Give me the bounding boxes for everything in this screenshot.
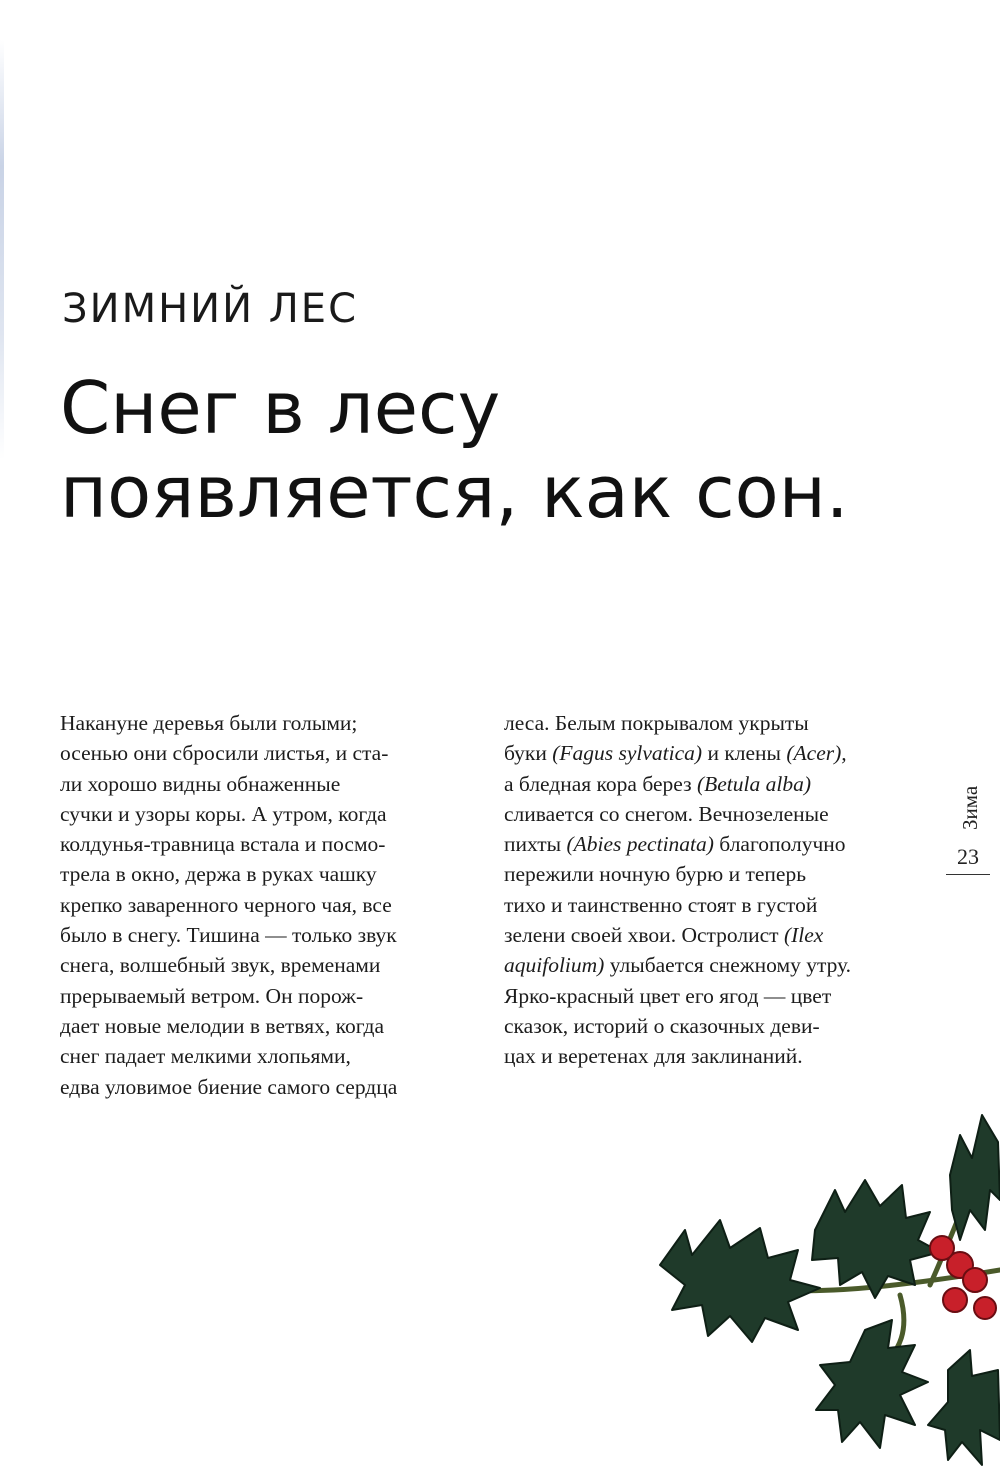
text-line: колдунья-травница встала и посмо- [60, 832, 386, 857]
text-run: леса. Белым покрывалом укрыты [504, 711, 809, 735]
text-line [504, 859, 851, 889]
latin-name: (Abies pectinata) [566, 832, 714, 857]
latin-name: (Ilex [783, 923, 824, 948]
text-line [504, 920, 851, 950]
latin-name: aquifolium) [504, 953, 605, 978]
text-line [504, 769, 851, 799]
text-run: и клены [702, 741, 787, 766]
text-line: сучки и узоры коры. А утром, когда [60, 801, 387, 826]
text-line [504, 890, 851, 920]
text-run: тихо и таинственно стоят в густой [504, 892, 818, 917]
section-label: ЗИМНИЙ ЛЕС [62, 286, 358, 332]
text-line: ли хорошо видны обнаженные [60, 771, 341, 796]
text-run: благополучно [713, 832, 846, 857]
text-run: буки [504, 741, 553, 766]
text-run: цах и веретенах для заклинаний. [504, 1044, 803, 1069]
text-line [504, 708, 851, 738]
body-column-left [60, 708, 397, 1102]
text-run: зелени своей хвои. Остролист [504, 923, 784, 948]
latin-name: (Acer), [786, 741, 847, 766]
text-line [504, 1011, 851, 1041]
text-run: пережили ночную бурю и теперь [504, 862, 806, 887]
holly-berry [943, 1288, 967, 1312]
holly-leaf [660, 1220, 820, 1342]
running-head [946, 770, 990, 888]
text-run: а бледная кора берез [504, 771, 697, 796]
text-run: сказок, историй о сказочных деви- [504, 1013, 820, 1038]
text-line [504, 829, 851, 859]
text-line: было в снегу. Тишина — только звук [60, 923, 397, 948]
text-run: Ярко-красный цвет его ягод — цвет [504, 983, 832, 1008]
text-line [504, 1041, 851, 1071]
holly-leaf [928, 1350, 1000, 1465]
text-line [504, 950, 851, 980]
page-number: 23 [957, 844, 979, 869]
latin-name: (Fagus sylvatica) [552, 741, 703, 766]
holly-leaf [816, 1320, 928, 1448]
running-head-rule [946, 874, 990, 875]
text-line: снег падает мелкими хлопьями, [60, 1044, 351, 1069]
holly-berry [963, 1268, 987, 1292]
body-column-right [504, 708, 851, 1072]
headline [60, 366, 940, 534]
text-run: улыбается снежному утру. [604, 953, 852, 978]
holly-berry [930, 1236, 954, 1260]
text-line [504, 981, 851, 1011]
page-edge-shadow [0, 40, 4, 460]
headline-line-1: Снег в лесу [60, 366, 501, 450]
latin-name: (Betula alba) [696, 771, 812, 796]
text-line: едва уловимое биение самого сердца [60, 1074, 398, 1099]
headline-line-2: появляется, как сон. [60, 450, 849, 534]
text-line [504, 738, 851, 768]
text-line: прерываемый ветром. Он порож- [60, 983, 364, 1008]
holly-branch-icon [630, 1080, 1000, 1480]
text-line: Накануне деревья были голыми; [60, 711, 358, 735]
holly-berry [974, 1297, 996, 1319]
text-run: пихты [504, 832, 567, 857]
text-line: крепко заваренного черного чая, все [60, 892, 392, 917]
text-line: дает новые мелодии в ветвях, когда [60, 1013, 384, 1038]
text-line [504, 799, 851, 829]
text-line: снега, волшебный звук, временами [60, 953, 381, 978]
running-head-section: Зима [958, 785, 982, 830]
holly-leaf [950, 1115, 1000, 1240]
text-run: сливается со снегом. Вечнозеленые [504, 801, 829, 826]
text-line: осенью они сбросили листья, и ста- [60, 741, 389, 766]
text-line: трела в окно, держа в руках чашку [60, 862, 377, 887]
